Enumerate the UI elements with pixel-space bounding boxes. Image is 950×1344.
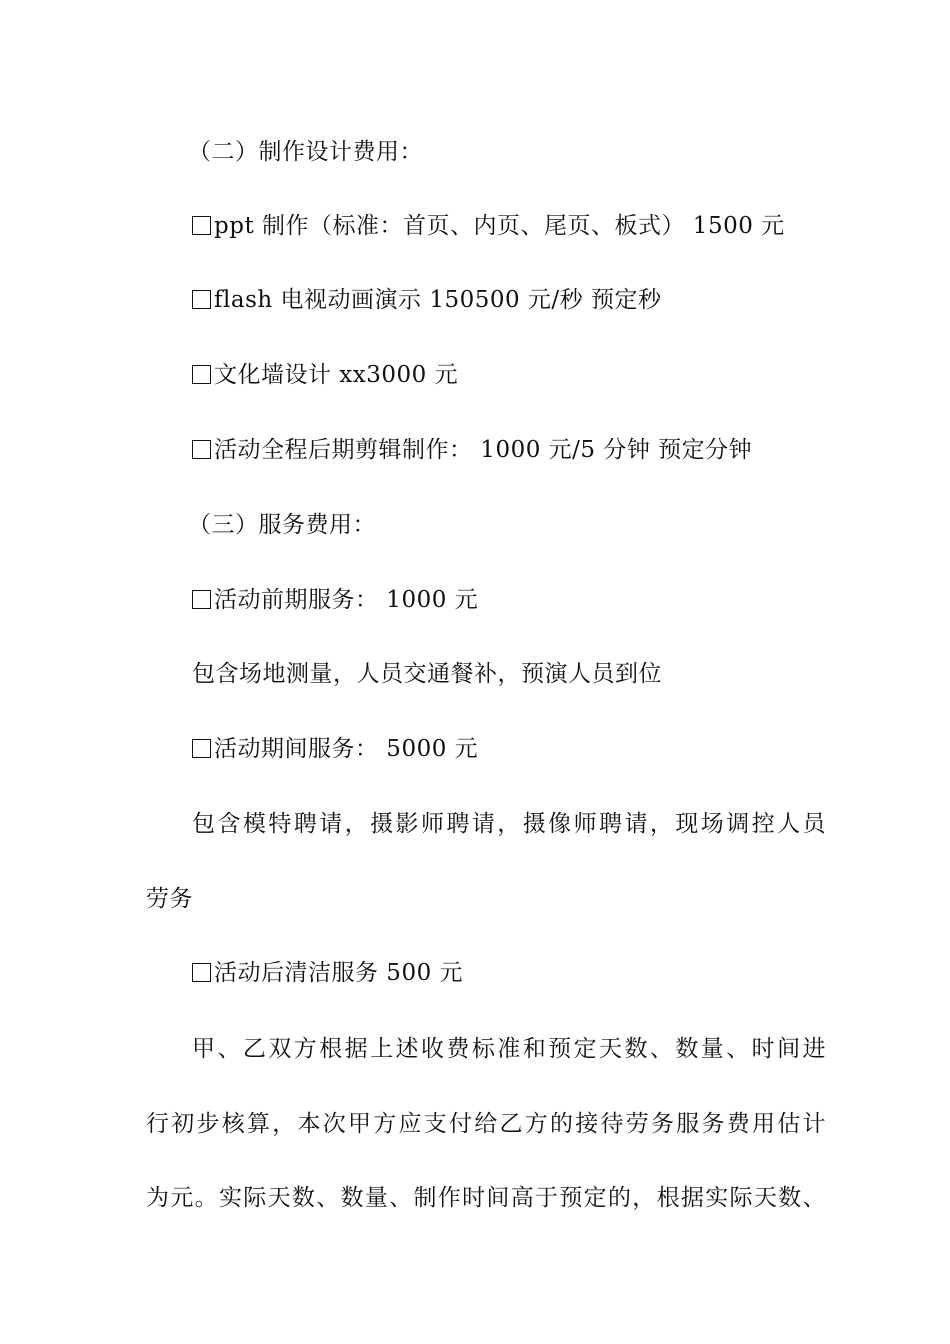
- paragraph-text: 包含场地测量，人员交通餐补，预演人员到位: [192, 661, 662, 687]
- heading-text: （三）服务费用：: [188, 512, 376, 538]
- section-heading-service: [188, 510, 878, 540]
- checkbox-icon[interactable]: [192, 216, 211, 235]
- item-text: flash 电视动画演示 150500 元/秒 预定秒: [214, 287, 662, 313]
- list-item-pre-event-service: [192, 585, 882, 615]
- paragraph-during-event-detail-line1: 包含模特聘请，摄影师聘请，摄像师聘请，现场调控人员: [192, 811, 826, 837]
- checkbox-icon[interactable]: [192, 739, 211, 758]
- list-item-during-event-service: [192, 734, 882, 764]
- checkbox-icon[interactable]: [192, 590, 211, 609]
- item-text: 活动前期服务： 1000 元: [214, 587, 479, 613]
- item-text: ppt 制作（标准：首页、内页、尾页、板式） 1500 元: [214, 213, 785, 239]
- paragraph-during-event-detail-line2: [146, 884, 836, 914]
- item-text: 活动后清洁服务 500 元: [214, 960, 464, 986]
- list-item-flash: [192, 285, 882, 315]
- item-text: 活动期间服务： 5000 元: [214, 736, 479, 762]
- checkbox-icon[interactable]: [192, 365, 211, 384]
- section-heading-production-design: [188, 137, 878, 167]
- list-item-editing: [192, 435, 882, 465]
- item-text: 活动全程后期剪辑制作： 1000 元/5 分钟 预定分钟: [214, 437, 753, 463]
- list-item-culture-wall: [192, 360, 882, 390]
- paragraph-settlement-line2: 行初步核算，本次甲方应支付给乙方的接待劳务服务费用估计: [146, 1111, 826, 1137]
- list-item-ppt: [192, 211, 882, 241]
- paragraph-settlement-line1: 甲、乙双方根据上述收费标准和预定天数、数量、时间进: [192, 1036, 826, 1062]
- list-item-post-event-cleaning: [192, 958, 882, 988]
- checkbox-icon[interactable]: [192, 440, 211, 459]
- paragraph-text: 劳务: [146, 886, 193, 912]
- checkbox-icon[interactable]: [192, 963, 211, 982]
- checkbox-icon[interactable]: [192, 290, 211, 309]
- heading-text: （二）制作设计费用：: [188, 139, 423, 165]
- paragraph-settlement-line3: 为元。实际天数、数量、制作时间高于预定的，根据实际天数、: [146, 1185, 826, 1211]
- item-text: 文化墙设计 xx3000 元: [214, 362, 459, 388]
- paragraph-pre-event-detail: [192, 659, 882, 689]
